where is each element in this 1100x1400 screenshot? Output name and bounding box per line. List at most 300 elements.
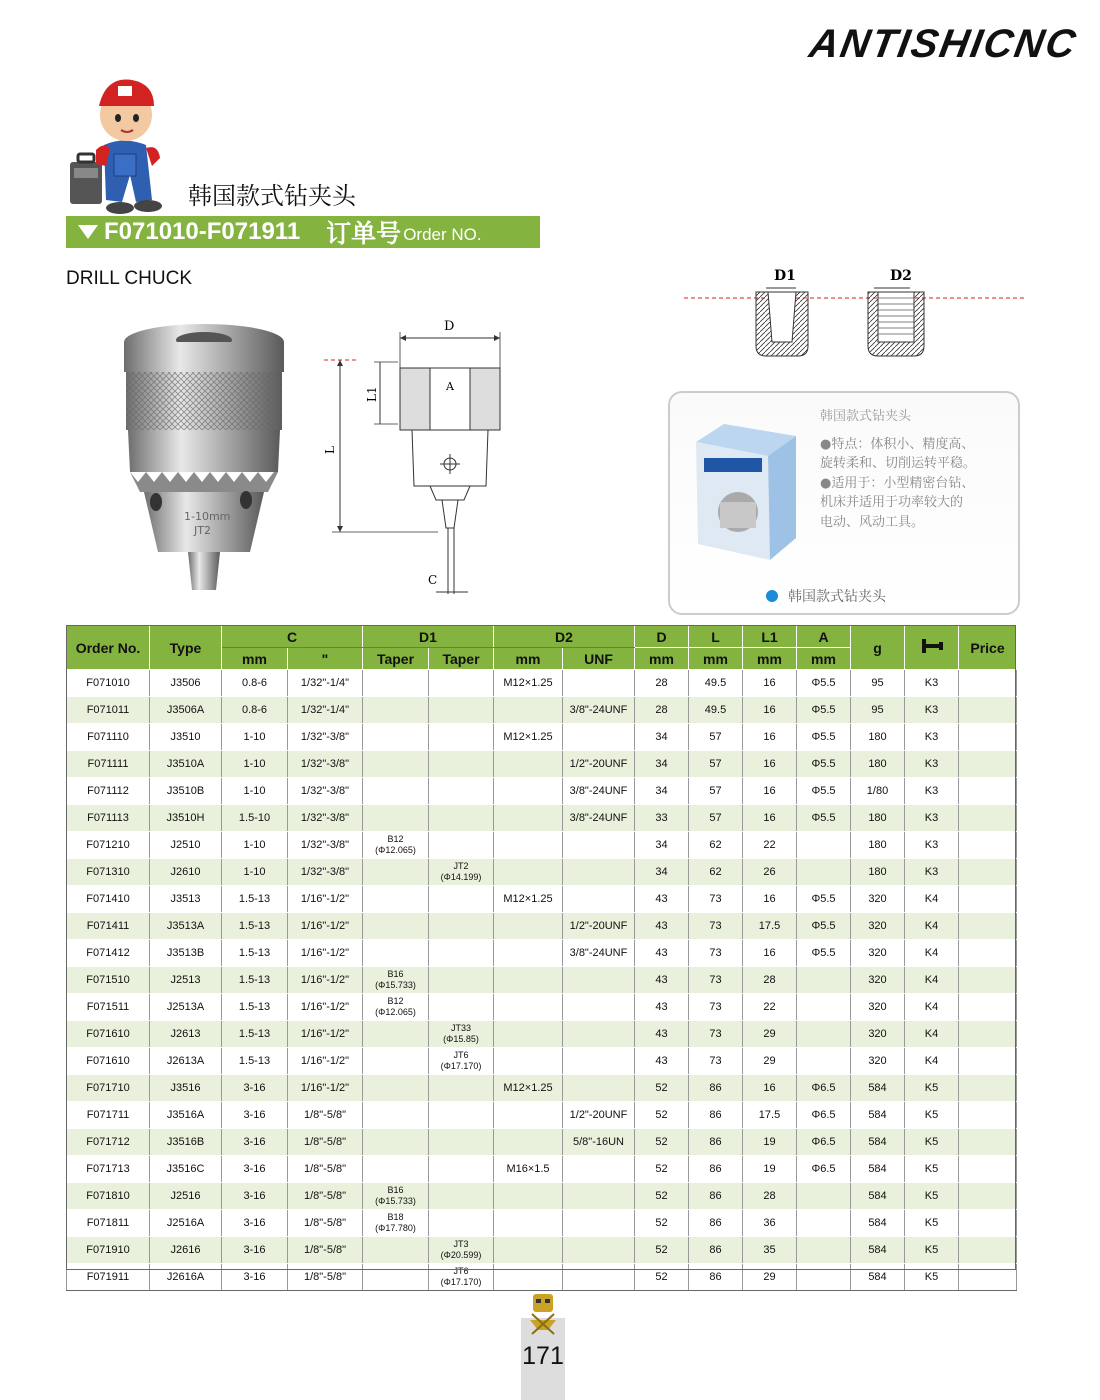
cell-d1-taper-b [363, 724, 429, 751]
cell-d2-mm: M12×1.25 [494, 724, 563, 751]
header-c-inch: " [288, 648, 363, 670]
cell-d2-unf [563, 1264, 635, 1291]
cell-d1-taper-jt [429, 805, 494, 832]
taper-diameter: (Φ15.85) [443, 1034, 479, 1044]
cell-price [959, 751, 1017, 778]
cell-d2-unf [563, 994, 635, 1021]
cell-price [959, 913, 1017, 940]
cell-d1-taper-jt [429, 940, 494, 967]
cell-d2-unf [563, 724, 635, 751]
cell-d1-taper-jt [429, 1129, 494, 1156]
taper-code: JT6 [453, 1050, 469, 1060]
cell-l1: 16 [743, 724, 797, 751]
header-g: g [851, 626, 905, 670]
drill-chuck-drawing [318, 312, 518, 602]
table-row [67, 940, 1017, 967]
cell-type: J2516A [150, 1210, 222, 1237]
table-body [67, 670, 1017, 1291]
cell-d2-mm: M16×1.5 [494, 1156, 563, 1183]
cell-d: 34 [635, 832, 689, 859]
cell-g: 584 [851, 1264, 905, 1291]
cell-type: J2516 [150, 1183, 222, 1210]
cell-key: K3 [905, 832, 959, 859]
cell-key: K5 [905, 1264, 959, 1291]
taper-code: B16 [387, 969, 404, 979]
cell-d: 34 [635, 751, 689, 778]
drill-chuck-photo [118, 322, 290, 597]
cell-l: 57 [689, 805, 743, 832]
cell-l1: 29 [743, 1021, 797, 1048]
cell-price [959, 697, 1017, 724]
cell-l1: 36 [743, 1210, 797, 1237]
dim-d1: D1 [774, 268, 796, 284]
cell-d: 43 [635, 1048, 689, 1075]
cell-d2-unf: 3/8"-24UNF [563, 778, 635, 805]
header-l-unit: mm [689, 648, 743, 670]
header-order-no: Order No. [67, 626, 150, 670]
cell-d2-mm [494, 832, 563, 859]
cell-d: 34 [635, 778, 689, 805]
cell-price [959, 994, 1017, 1021]
cell-l: 57 [689, 724, 743, 751]
cell-l: 73 [689, 1048, 743, 1075]
cell-c-mm: 0.8-6 [222, 670, 288, 697]
cell-c-inch: 1/16"-1/2" [288, 994, 363, 1021]
cell-g: 584 [851, 1129, 905, 1156]
cell-d: 52 [635, 1264, 689, 1291]
taper-code: JT2 [453, 861, 469, 871]
cell-l: 57 [689, 778, 743, 805]
cell-c-inch: 1/8"-5/8" [288, 1264, 363, 1291]
taper-diameter: (Φ12.065) [375, 1007, 416, 1017]
cell-d2-unf: 3/8"-24UNF [563, 805, 635, 832]
dim-l: L [323, 446, 337, 454]
cell-g: 584 [851, 1183, 905, 1210]
cell-key: K4 [905, 886, 959, 913]
cell-key: K3 [905, 697, 959, 724]
cell-d2-unf [563, 886, 635, 913]
cell-d2-unf [563, 1183, 635, 1210]
cell-d1-taper-b [363, 1264, 429, 1291]
cell-c-mm: 1-10 [222, 832, 288, 859]
cell-d2-mm [494, 751, 563, 778]
cell-d2-mm [494, 940, 563, 967]
cell-g: 95 [851, 670, 905, 697]
mascot-mechanic-icon [66, 70, 176, 220]
table-row [67, 805, 1017, 832]
cell-type: J3510A [150, 751, 222, 778]
cell-type: J3516A [150, 1102, 222, 1129]
cell-d: 52 [635, 1102, 689, 1129]
cell-d2-unf: 1/2"-20UNF [563, 913, 635, 940]
cell-type: J2610 [150, 859, 222, 886]
cell-order-no: F071911 [67, 1264, 150, 1291]
dim-d2: D2 [890, 268, 912, 284]
cell-key: K5 [905, 1237, 959, 1264]
info-line: 旋转柔和、切削运转平稳。 [820, 456, 977, 471]
cell-key: K3 [905, 724, 959, 751]
cell-c-inch: 1/8"-5/8" [288, 1129, 363, 1156]
cell-key: K5 [905, 1156, 959, 1183]
cell-c-mm: 3-16 [222, 1156, 288, 1183]
dim-a: A [446, 380, 454, 393]
cell-key: K5 [905, 1102, 959, 1129]
header-d2: D2 [494, 626, 635, 648]
cell-g: 320 [851, 1048, 905, 1075]
table-row [67, 913, 1017, 940]
cell-c-mm: 3-16 [222, 1210, 288, 1237]
cell-order-no: F071610 [67, 1048, 150, 1075]
cell-a: Φ5.5 [797, 886, 851, 913]
brand-logo: ANTISHICNC [806, 22, 1081, 66]
table-row [67, 1129, 1017, 1156]
cell-l1: 28 [743, 967, 797, 994]
cell-d1-taper-b [363, 670, 429, 697]
cell-d1-taper-b [363, 886, 429, 913]
taper-diameter: (Φ17.780) [375, 1223, 416, 1233]
table-row [67, 967, 1017, 994]
cell-d: 43 [635, 994, 689, 1021]
cell-d2-unf [563, 1237, 635, 1264]
cell-d: 43 [635, 913, 689, 940]
table-row [67, 778, 1017, 805]
cell-order-no: F071210 [67, 832, 150, 859]
cell-order-no: F071712 [67, 1129, 150, 1156]
cell-a [797, 994, 851, 1021]
cell-a [797, 967, 851, 994]
cell-a [797, 1210, 851, 1237]
cell-g: 180 [851, 751, 905, 778]
cell-d2-mm: M12×1.25 [494, 670, 563, 697]
cell-c-inch: 1/8"-5/8" [288, 1237, 363, 1264]
order-label-cn: 订单号 [326, 219, 402, 248]
header-c-mm: mm [222, 648, 288, 670]
product-subtitle: DRILL CHUCK [66, 268, 192, 289]
cell-c-mm: 3-16 [222, 1129, 288, 1156]
taper-code: B16 [387, 1185, 404, 1195]
dim-c: C [428, 573, 438, 587]
cell-a: Φ5.5 [797, 724, 851, 751]
cell-d: 28 [635, 697, 689, 724]
spec-table [66, 625, 1017, 1291]
chuck-key-icon [919, 635, 945, 657]
engrave-taper: JT2 [194, 524, 211, 537]
page-title: 韩国款式钻夹头 [188, 182, 356, 210]
cell-l1: 28 [743, 1183, 797, 1210]
cell-c-inch: 1/16"-1/2" [288, 1048, 363, 1075]
cell-c-mm: 1.5-13 [222, 1021, 288, 1048]
cell-type: J3516B [150, 1129, 222, 1156]
cell-price [959, 1048, 1017, 1075]
cell-g: 180 [851, 859, 905, 886]
table-row [67, 1021, 1017, 1048]
table-row [67, 1264, 1017, 1291]
cell-l: 73 [689, 994, 743, 1021]
cell-c-mm: 0.8-6 [222, 697, 288, 724]
cell-d1-taper-b [363, 859, 429, 886]
cell-type: J3510B [150, 778, 222, 805]
cell-l1: 16 [743, 805, 797, 832]
info-line: ●适用于：小型精密台钻、 [820, 475, 975, 491]
cell-c-mm: 1.5-13 [222, 886, 288, 913]
info-line: 电动、风动工具。 [820, 514, 925, 530]
cell-l1: 16 [743, 751, 797, 778]
cell-d1-taper-jt [429, 994, 494, 1021]
cell-order-no: F071713 [67, 1156, 150, 1183]
cell-d: 52 [635, 1210, 689, 1237]
info-line: ●特点：体积小、精度高、 [820, 436, 975, 452]
table-row [67, 1210, 1017, 1237]
cell-d1-taper-jt [429, 832, 494, 859]
cell-order-no: F071811 [67, 1210, 150, 1237]
cell-g: 320 [851, 886, 905, 913]
table-row [67, 1102, 1017, 1129]
cell-type: J3513 [150, 886, 222, 913]
cell-order-no: F071112 [67, 778, 150, 805]
cell-a: Φ6.5 [797, 1075, 851, 1102]
cell-l1: 19 [743, 1129, 797, 1156]
cell-key: K4 [905, 913, 959, 940]
cell-l: 86 [689, 1075, 743, 1102]
cell-a: Φ5.5 [797, 670, 851, 697]
cell-price [959, 1156, 1017, 1183]
cell-l1: 35 [743, 1237, 797, 1264]
cell-d: 34 [635, 859, 689, 886]
cell-d2-mm [494, 1102, 563, 1129]
header-c: C [222, 626, 363, 648]
cell-l: 86 [689, 1102, 743, 1129]
table-row [67, 751, 1017, 778]
cell-order-no: F071710 [67, 1075, 150, 1102]
mount-detail-drawing [680, 262, 1030, 362]
cell-order-no: F071113 [67, 805, 150, 832]
cell-d: 52 [635, 1156, 689, 1183]
cell-a: Φ5.5 [797, 805, 851, 832]
cell-l1: 16 [743, 670, 797, 697]
cell-d2-mm [494, 697, 563, 724]
cell-c-mm: 1-10 [222, 859, 288, 886]
cell-d: 43 [635, 886, 689, 913]
order-label-en: Order NO. [403, 225, 482, 244]
cell-d1-taper-b [363, 1129, 429, 1156]
cell-l1: 19 [743, 1156, 797, 1183]
cell-g: 180 [851, 724, 905, 751]
cell-d1-taper-b [363, 1210, 429, 1237]
cell-l: 73 [689, 886, 743, 913]
cell-c-inch: 1/8"-5/8" [288, 1102, 363, 1129]
cell-d1-taper-jt [429, 724, 494, 751]
cell-g: 584 [851, 1237, 905, 1264]
cell-d1-taper-b [363, 832, 429, 859]
cell-l1: 16 [743, 778, 797, 805]
cell-c-inch: 1/32"-3/8" [288, 724, 363, 751]
cell-c-inch: 1/32"-3/8" [288, 859, 363, 886]
cell-d2-mm: M12×1.25 [494, 886, 563, 913]
cell-g: 584 [851, 1210, 905, 1237]
cell-d: 43 [635, 967, 689, 994]
cell-order-no: F071410 [67, 886, 150, 913]
cell-d2-unf [563, 1156, 635, 1183]
cell-d1-taper-b [363, 1048, 429, 1075]
cell-c-inch: 1/32"-1/4" [288, 697, 363, 724]
cell-c-inch: 1/32"-1/4" [288, 670, 363, 697]
cell-order-no: F071910 [67, 1237, 150, 1264]
cell-d1-taper-jt [429, 913, 494, 940]
cell-d2-mm [494, 778, 563, 805]
taper-diameter: (Φ17.170) [440, 1061, 482, 1071]
cell-type: J2616A [150, 1264, 222, 1291]
cell-d2-mm [494, 1048, 563, 1075]
header-d1-taper: Taper [363, 648, 429, 670]
cell-l: 86 [689, 1237, 743, 1264]
cell-g: 584 [851, 1075, 905, 1102]
cell-c-mm: 1.5-13 [222, 967, 288, 994]
cell-order-no: F071510 [67, 967, 150, 994]
cell-d2-mm [494, 913, 563, 940]
table-row [67, 1075, 1017, 1102]
cell-d2-unf [563, 1210, 635, 1237]
cell-l: 86 [689, 1183, 743, 1210]
cell-l: 86 [689, 1210, 743, 1237]
cell-c-inch: 1/8"-5/8" [288, 1183, 363, 1210]
cell-d1-taper-jt [429, 670, 494, 697]
cell-key: K3 [905, 670, 959, 697]
cell-d1-taper-jt [429, 1156, 494, 1183]
cell-l1: 22 [743, 832, 797, 859]
cell-c-inch: 1/32"-3/8" [288, 751, 363, 778]
cell-order-no: F071711 [67, 1102, 150, 1129]
cell-d2-mm [494, 1210, 563, 1237]
cell-d1-taper-b [363, 1183, 429, 1210]
cell-price [959, 805, 1017, 832]
cell-d2-unf: 1/2"-20UNF [563, 751, 635, 778]
cell-c-inch: 1/16"-1/2" [288, 940, 363, 967]
cell-l: 86 [689, 1156, 743, 1183]
cell-d1-taper-jt [429, 1048, 494, 1075]
cell-price [959, 886, 1017, 913]
cell-d2-mm [494, 805, 563, 832]
taper-code: JT3 [453, 1239, 469, 1249]
cell-c-mm: 3-16 [222, 1264, 288, 1291]
cell-c-inch: 1/16"-1/2" [288, 1075, 363, 1102]
cell-order-no: F071310 [67, 859, 150, 886]
header-d1: D1 [363, 626, 494, 648]
cell-a [797, 1237, 851, 1264]
info-text [820, 407, 1010, 532]
cell-price [959, 967, 1017, 994]
cell-a [797, 1048, 851, 1075]
cell-price [959, 1021, 1017, 1048]
cell-l1: 22 [743, 994, 797, 1021]
table-row [67, 832, 1017, 859]
cell-order-no: F071411 [67, 913, 150, 940]
cell-key: K3 [905, 859, 959, 886]
cell-c-mm: 1.5-13 [222, 994, 288, 1021]
cell-d1-taper-b [363, 940, 429, 967]
cell-d: 52 [635, 1183, 689, 1210]
cell-order-no: F071610 [67, 1021, 150, 1048]
cell-key: K3 [905, 751, 959, 778]
cell-a [797, 1021, 851, 1048]
cell-d: 52 [635, 1129, 689, 1156]
robot-logo-icon [528, 1290, 558, 1336]
cell-d2-mm [494, 967, 563, 994]
cell-d2-unf [563, 670, 635, 697]
cell-d1-taper-b [363, 805, 429, 832]
cell-d1-taper-b [363, 913, 429, 940]
cell-l1: 29 [743, 1048, 797, 1075]
cell-g: 584 [851, 1156, 905, 1183]
cell-d1-taper-jt [429, 1237, 494, 1264]
cell-d1-taper-b [363, 967, 429, 994]
cell-d1-taper-jt [429, 1183, 494, 1210]
cell-c-mm: 3-16 [222, 1183, 288, 1210]
cell-c-inch: 1/16"-1/2" [288, 913, 363, 940]
cell-d: 34 [635, 724, 689, 751]
cell-g: 180 [851, 805, 905, 832]
cell-d2-unf: 3/8"-24UNF [563, 697, 635, 724]
cell-key: K5 [905, 1183, 959, 1210]
cell-l: 62 [689, 832, 743, 859]
cell-g: 584 [851, 1102, 905, 1129]
table-row [67, 1048, 1017, 1075]
cell-g: 95 [851, 697, 905, 724]
cell-d2-mm: M12×1.25 [494, 1075, 563, 1102]
cell-d: 52 [635, 1237, 689, 1264]
cell-d2-mm [494, 1021, 563, 1048]
cell-l1: 26 [743, 859, 797, 886]
cell-d2-unf: 3/8"-24UNF [563, 940, 635, 967]
header-d1-taper: Taper [429, 648, 494, 670]
cell-d1-taper-jt [429, 1021, 494, 1048]
cell-d1-taper-b [363, 1237, 429, 1264]
cell-c-inch: 1/32"-3/8" [288, 805, 363, 832]
cell-d2-unf [563, 1021, 635, 1048]
cell-d2-mm [494, 1264, 563, 1291]
cell-c-mm: 1.5-13 [222, 913, 288, 940]
cell-type: J3513B [150, 940, 222, 967]
cell-a [797, 859, 851, 886]
cell-order-no: F071010 [67, 670, 150, 697]
info-caption-text: 韩国款式钻夹头 [788, 589, 886, 605]
cell-c-mm: 1.5-13 [222, 1048, 288, 1075]
bullet-dot-icon [766, 590, 778, 602]
cell-g: 1/80 [851, 778, 905, 805]
info-heading: 韩国款式钻夹头 [820, 409, 912, 424]
cell-g: 320 [851, 940, 905, 967]
cell-g: 320 [851, 1021, 905, 1048]
cell-g: 320 [851, 967, 905, 994]
cell-order-no: F071511 [67, 994, 150, 1021]
cell-order-no: F071412 [67, 940, 150, 967]
header-type: Type [150, 626, 222, 670]
cell-l: 73 [689, 1021, 743, 1048]
cell-d2-mm [494, 1129, 563, 1156]
header-a-unit: mm [797, 648, 851, 670]
cell-d: 33 [635, 805, 689, 832]
cell-d1-taper-jt [429, 1210, 494, 1237]
engrave-size: 1-10mm [184, 510, 231, 523]
cell-d2-unf: 1/2"-20UNF [563, 1102, 635, 1129]
cell-c-mm: 1.5-13 [222, 940, 288, 967]
cell-price [959, 1075, 1017, 1102]
table-row [67, 670, 1017, 697]
cell-a: Φ6.5 [797, 1129, 851, 1156]
info-line: 机床并适用于功率较大的 [820, 495, 964, 510]
cell-c-inch: 1/8"-5/8" [288, 1210, 363, 1237]
cell-price [959, 940, 1017, 967]
cell-price [959, 1264, 1017, 1291]
